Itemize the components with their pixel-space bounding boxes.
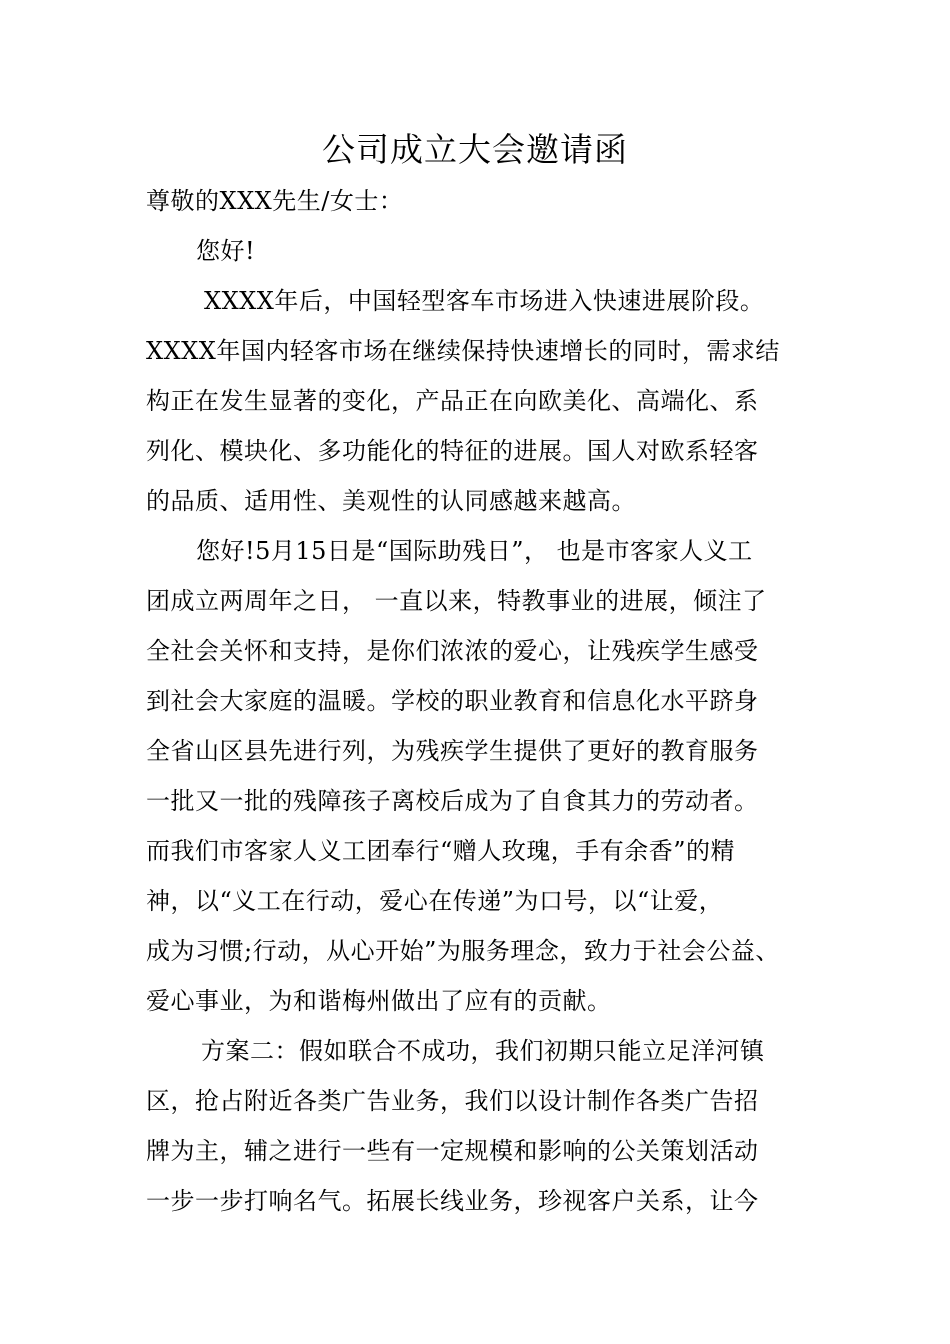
paragraph-1-line-3: 构正在发生显著的变化，产品正在向欧美化、高端化、系	[146, 387, 759, 415]
paragraph-3-line-4: 一步一步打响名气。拓展长线业务，珍视客户关系，让今	[146, 1187, 759, 1215]
paragraph-2-line-6: 一批又一批的残障孩子离校后成为了自食其力的劳动者。	[146, 787, 759, 815]
paragraph-2-line-9: 成为习惯;行动，从心开始”为服务理念，致力于社会公益、	[146, 937, 780, 965]
paragraph-1-line-5: 的品质、适用性、美观性的认同感越来越高。	[146, 487, 636, 515]
paragraph-2-line-10: 爱心事业，为和谐梅州做出了应有的贡献。	[146, 987, 612, 1015]
paragraph-2-line-5: 全省山区县先进行列，为残疾学生提供了更好的教育服务	[146, 737, 759, 765]
paragraph-1-line-2: XXXX年国内轻客市场在继续保持快速增长的同时，需求结	[146, 337, 780, 365]
salutation-line: 尊敬的XXX先生/女士：	[146, 187, 404, 215]
document-title: 公司成立大会邀请函	[322, 130, 628, 169]
paragraph-2-line-2: 团成立两周年之日， 一直以来，特教事业的进展，倾注了	[146, 587, 767, 615]
paragraph-2-line-3: 全社会关怀和支持，是你们浓浓的爱心，让残疾学生感受	[146, 637, 759, 665]
paragraph-3-line-3: 牌为主，辅之进行一些有一定规模和影响的公关策划活动	[146, 1137, 759, 1165]
paragraph-2-line-7: 而我们市客家人义工团奉行“赠人玫瑰，手有余香”的精	[146, 837, 736, 865]
greeting-line: 您好!	[196, 237, 256, 265]
paragraph-2-line-1: 您好!5月15日是“国际助残日”， 也是市客家人义工	[196, 537, 753, 565]
paragraph-3-line-1: 方案二：假如联合不成功，我们初期只能立足洋河镇	[201, 1037, 765, 1065]
paragraph-2-line-4: 到社会大家庭的温暖。学校的职业教育和信息化水平跻身	[146, 687, 759, 715]
paragraph-1-line-4: 列化、模块化、多功能化的特征的进展。国人对欧系轻客	[146, 437, 759, 465]
paragraph-1-line-1: XXXX年后，中国轻型客车市场进入快速进展阶段。	[204, 287, 765, 315]
paragraph-3-line-2: 区，抢占附近各类广告业务，我们以设计制作各类广告招	[146, 1087, 759, 1115]
paragraph-2-line-8: 神，以“义工在行动，爱心在传递”为口号，以“让爱，	[146, 887, 724, 915]
